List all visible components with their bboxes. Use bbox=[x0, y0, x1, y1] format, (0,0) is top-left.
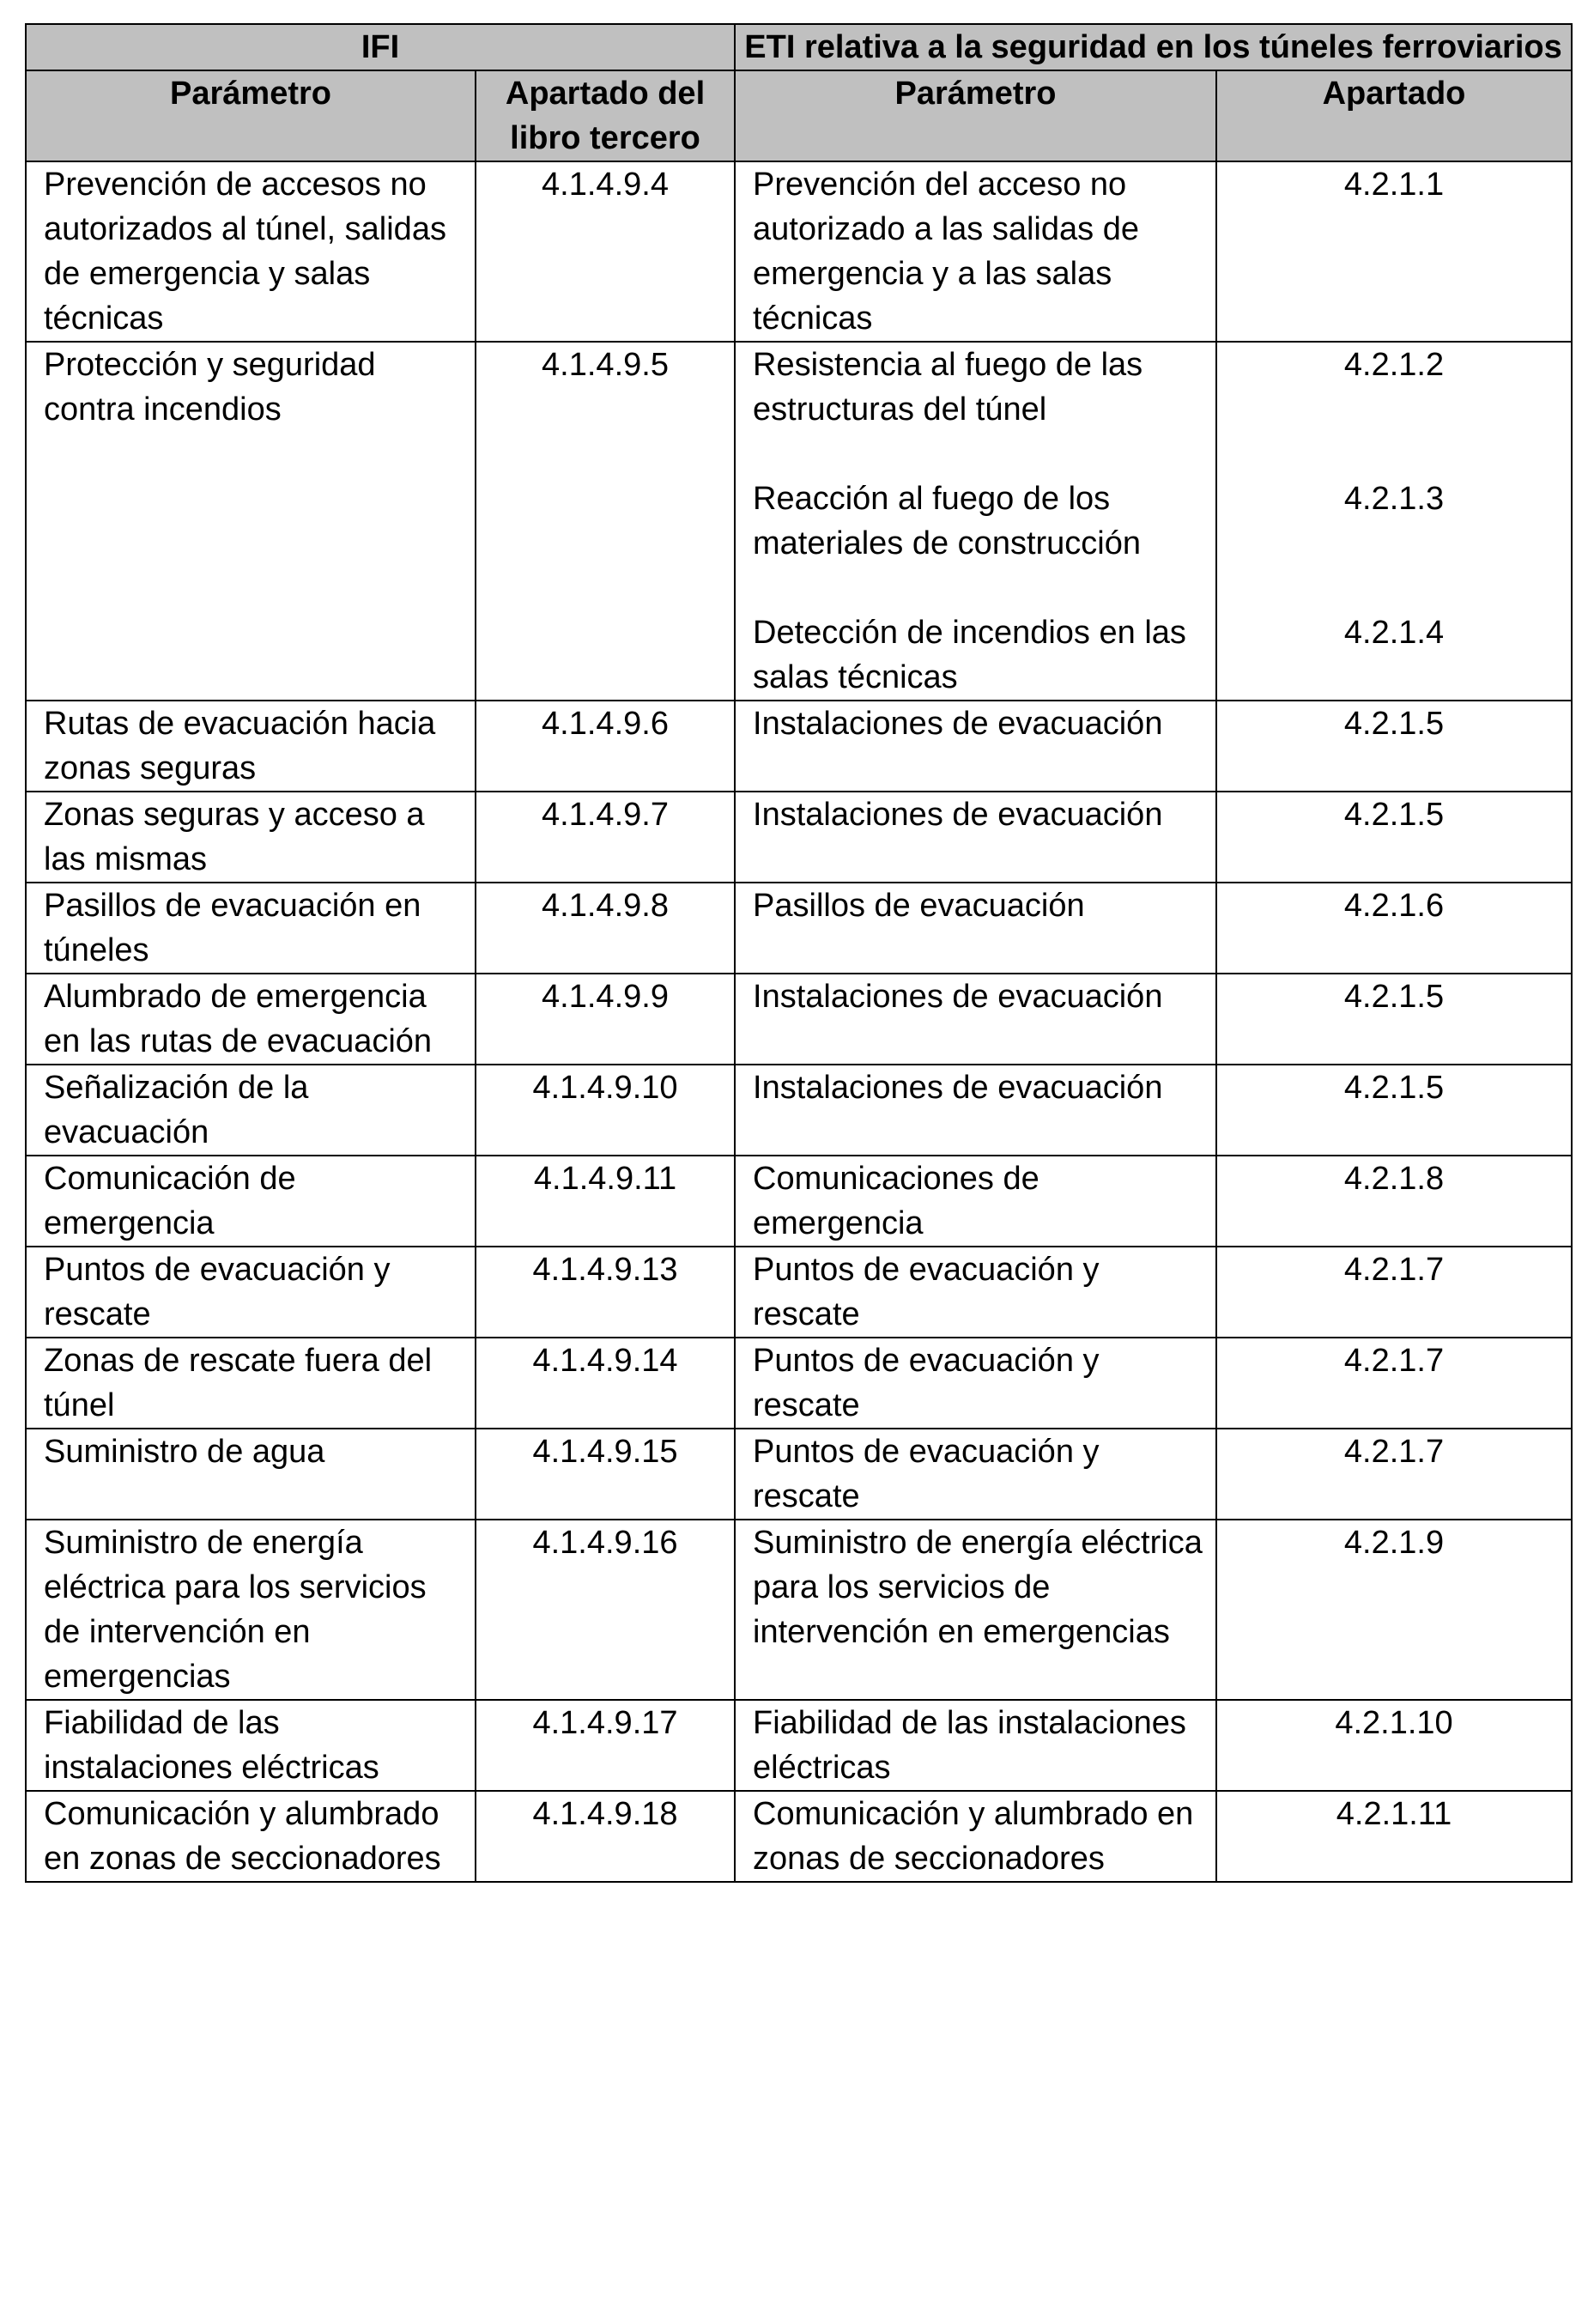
eti-parameter-text: Puntos de evacuación y rescate bbox=[753, 1343, 1100, 1423]
ifi-parameter-cell: Fiabilidad de las instalaciones eléctricas bbox=[26, 1700, 476, 1791]
table-row bbox=[26, 1156, 1572, 1247]
eti-parameter-cell bbox=[735, 701, 1216, 792]
eti-section-text: 4.2.1.5 bbox=[1343, 979, 1445, 1015]
eti-parameter-text: Puntos de evacuación y rescate bbox=[753, 1252, 1100, 1332]
ifi-parameter-cell: Señalización de la evacuación bbox=[26, 1065, 476, 1156]
eti-section-text: 4.2.1.10 bbox=[1335, 1705, 1453, 1741]
eti-parameter-cell bbox=[735, 974, 1216, 1065]
ifi-section-header: Apartado del libro tercero bbox=[476, 70, 735, 161]
eti-section-header: Apartado bbox=[1216, 70, 1572, 161]
eti-section-text: 4.2.1.11 bbox=[1336, 1796, 1452, 1832]
eti-parameter-text: Resistencia al fuego de las estructuras del túnel bbox=[753, 347, 1143, 428]
eti-group-header: ETI relativa a la seguridad en los túneles ferroviarios bbox=[735, 24, 1572, 70]
eti-parameter-text: Puntos de evacuación y rescate bbox=[753, 1434, 1100, 1514]
eti-section-text: 4.2.1.7 bbox=[1343, 1252, 1445, 1288]
table-row bbox=[26, 792, 1572, 883]
eti-parameter-text: Instalaciones de evacuación bbox=[753, 706, 1163, 742]
table-row bbox=[26, 342, 1572, 701]
table-row bbox=[26, 883, 1572, 974]
eti-section-text: 4.2.1.5 bbox=[1343, 797, 1445, 833]
table-row bbox=[26, 161, 1572, 342]
ifi-section-cell: 4.1.4.9.6 bbox=[476, 701, 735, 792]
ifi-parameter-cell: Comunicación de emergencia bbox=[26, 1156, 476, 1247]
eti-parameter-text: Pasillos de evacuación bbox=[753, 888, 1085, 924]
ifi-section-cell: 4.1.4.9.5 bbox=[476, 342, 735, 701]
eti-section-text: 4.2.1.2 bbox=[1343, 347, 1445, 383]
eti-parameter-cell bbox=[735, 161, 1216, 342]
eti-parameter-text: Fiabilidad de las instalaciones eléctricas bbox=[753, 1705, 1186, 1786]
eti-parameter-cell bbox=[735, 1247, 1216, 1338]
eti-parameter-text: Instalaciones de evacuación bbox=[753, 1070, 1163, 1106]
ifi-parameter-header: Parámetro bbox=[26, 70, 476, 161]
table-row bbox=[26, 701, 1572, 792]
eti-section-cell bbox=[1216, 161, 1572, 342]
eti-parameter-cell bbox=[735, 1700, 1216, 1791]
eti-parameter-cell bbox=[735, 1065, 1216, 1156]
ifi-section-cell: 4.1.4.9.13 bbox=[476, 1247, 735, 1338]
eti-section-text: 4.2.1.5 bbox=[1343, 706, 1445, 742]
eti-parameter-text: Comunicaciones de emergencia bbox=[753, 1161, 1039, 1241]
ifi-section-cell: 4.1.4.9.15 bbox=[476, 1429, 735, 1520]
ifi-section-cell: 4.1.4.9.11 bbox=[476, 1156, 735, 1247]
ifi-parameter-cell: Zonas de rescate fuera del túnel bbox=[26, 1338, 476, 1429]
eti-parameter-cell bbox=[735, 1520, 1216, 1700]
eti-section-cell bbox=[1216, 1520, 1572, 1700]
table-row bbox=[26, 1700, 1572, 1791]
ifi-parameter-cell: Rutas de evacuación hacia zonas seguras bbox=[26, 701, 476, 792]
table-row bbox=[26, 1338, 1572, 1429]
eti-section-text: 4.2.1.4 bbox=[1343, 615, 1445, 651]
eti-parameter-header: Parámetro bbox=[735, 70, 1216, 161]
ifi-parameter-cell: Suministro de energía eléctrica para los servicios de intervención en emergencias bbox=[26, 1520, 476, 1700]
header-group-row bbox=[26, 24, 1572, 70]
eti-section-text: 4.2.1.7 bbox=[1343, 1343, 1445, 1379]
ifi-parameter-cell: Protección y seguridad contra incendios bbox=[26, 342, 476, 701]
eti-parameter-cell bbox=[735, 1156, 1216, 1247]
eti-parameter-cell bbox=[735, 342, 1216, 701]
ifi-section-cell: 4.1.4.9.16 bbox=[476, 1520, 735, 1700]
header-column-row bbox=[26, 70, 1572, 161]
ifi-group-header: IFI bbox=[26, 24, 735, 70]
table-row bbox=[26, 974, 1572, 1065]
eti-parameter-text: Reacción al fuego de los materiales de construcción bbox=[753, 481, 1142, 561]
eti-section-cell bbox=[1216, 1429, 1572, 1520]
eti-section-text: 4.2.1.1 bbox=[1343, 167, 1445, 203]
ifi-parameter-cell: Suministro de agua bbox=[26, 1429, 476, 1520]
table-row bbox=[26, 1065, 1572, 1156]
ifi-parameter-cell: Prevención de accesos no autorizados al túnel, salidas de emergencia y salas técnicas bbox=[26, 161, 476, 342]
eti-section-cell bbox=[1216, 1700, 1572, 1791]
eti-section-cell bbox=[1216, 1247, 1572, 1338]
table-row bbox=[26, 1520, 1572, 1700]
ifi-section-cell: 4.1.4.9.7 bbox=[476, 792, 735, 883]
eti-parameter-cell bbox=[735, 883, 1216, 974]
eti-section-cell bbox=[1216, 1156, 1572, 1247]
eti-parameter-text: Instalaciones de evacuación bbox=[753, 797, 1163, 833]
ifi-parameter-cell: Puntos de evacuación y rescate bbox=[26, 1247, 476, 1338]
table-row bbox=[26, 1791, 1572, 1882]
ifi-parameter-cell: Alumbrado de emergencia en las rutas de evacuación bbox=[26, 974, 476, 1065]
eti-parameter-cell bbox=[735, 792, 1216, 883]
ifi-section-cell: 4.1.4.9.9 bbox=[476, 974, 735, 1065]
eti-section-text: 4.2.1.8 bbox=[1343, 1161, 1445, 1197]
ifi-parameter-cell: Zonas seguras y acceso a las mismas bbox=[26, 792, 476, 883]
ifi-section-cell: 4.1.4.9.14 bbox=[476, 1338, 735, 1429]
ifi-section-cell: 4.1.4.9.17 bbox=[476, 1700, 735, 1791]
eti-section-text: 4.2.1.5 bbox=[1343, 1070, 1445, 1106]
eti-section-cell bbox=[1216, 974, 1572, 1065]
eti-section-cell bbox=[1216, 792, 1572, 883]
ifi-section-cell: 4.1.4.9.4 bbox=[476, 161, 735, 342]
eti-section-cell bbox=[1216, 701, 1572, 792]
table-body bbox=[26, 161, 1572, 1882]
eti-section-cell bbox=[1216, 1338, 1572, 1429]
eti-parameter-cell bbox=[735, 1429, 1216, 1520]
eti-parameter-cell bbox=[735, 1791, 1216, 1882]
eti-parameter-cell bbox=[735, 1338, 1216, 1429]
eti-parameter-text: Suministro de energía eléctrica para los servicios de intervención en emergencias bbox=[753, 1525, 1203, 1650]
eti-section-cell bbox=[1216, 1065, 1572, 1156]
ifi-section-cell: 4.1.4.9.8 bbox=[476, 883, 735, 974]
eti-section-cell bbox=[1216, 883, 1572, 974]
eti-parameter-text: Detección de incendios en las salas técnicas bbox=[753, 615, 1186, 695]
ifi-section-cell: 4.1.4.9.10 bbox=[476, 1065, 735, 1156]
equivalence-table bbox=[25, 23, 1573, 1883]
eti-section-text: 4.2.1.3 bbox=[1343, 481, 1445, 517]
ifi-parameter-cell: Comunicación y alumbrado en zonas de seccionadores bbox=[26, 1791, 476, 1882]
eti-section-cell bbox=[1216, 1791, 1572, 1882]
eti-parameter-text: Comunicación y alumbrado en zonas de seccionadores bbox=[753, 1796, 1194, 1877]
eti-section-text: 4.2.1.6 bbox=[1343, 888, 1445, 924]
eti-parameter-text: Prevención del acceso no autorizado a las salidas de emergencia y a las salas técnicas bbox=[753, 167, 1139, 337]
table-row bbox=[26, 1429, 1572, 1520]
table-row bbox=[26, 1247, 1572, 1338]
ifi-section-cell: 4.1.4.9.18 bbox=[476, 1791, 735, 1882]
ifi-parameter-cell: Pasillos de evacuación en túneles bbox=[26, 883, 476, 974]
eti-parameter-text: Instalaciones de evacuación bbox=[753, 979, 1163, 1015]
eti-section-text: 4.2.1.7 bbox=[1343, 1434, 1445, 1470]
eti-section-text: 4.2.1.9 bbox=[1343, 1525, 1445, 1561]
eti-section-cell bbox=[1216, 342, 1572, 701]
